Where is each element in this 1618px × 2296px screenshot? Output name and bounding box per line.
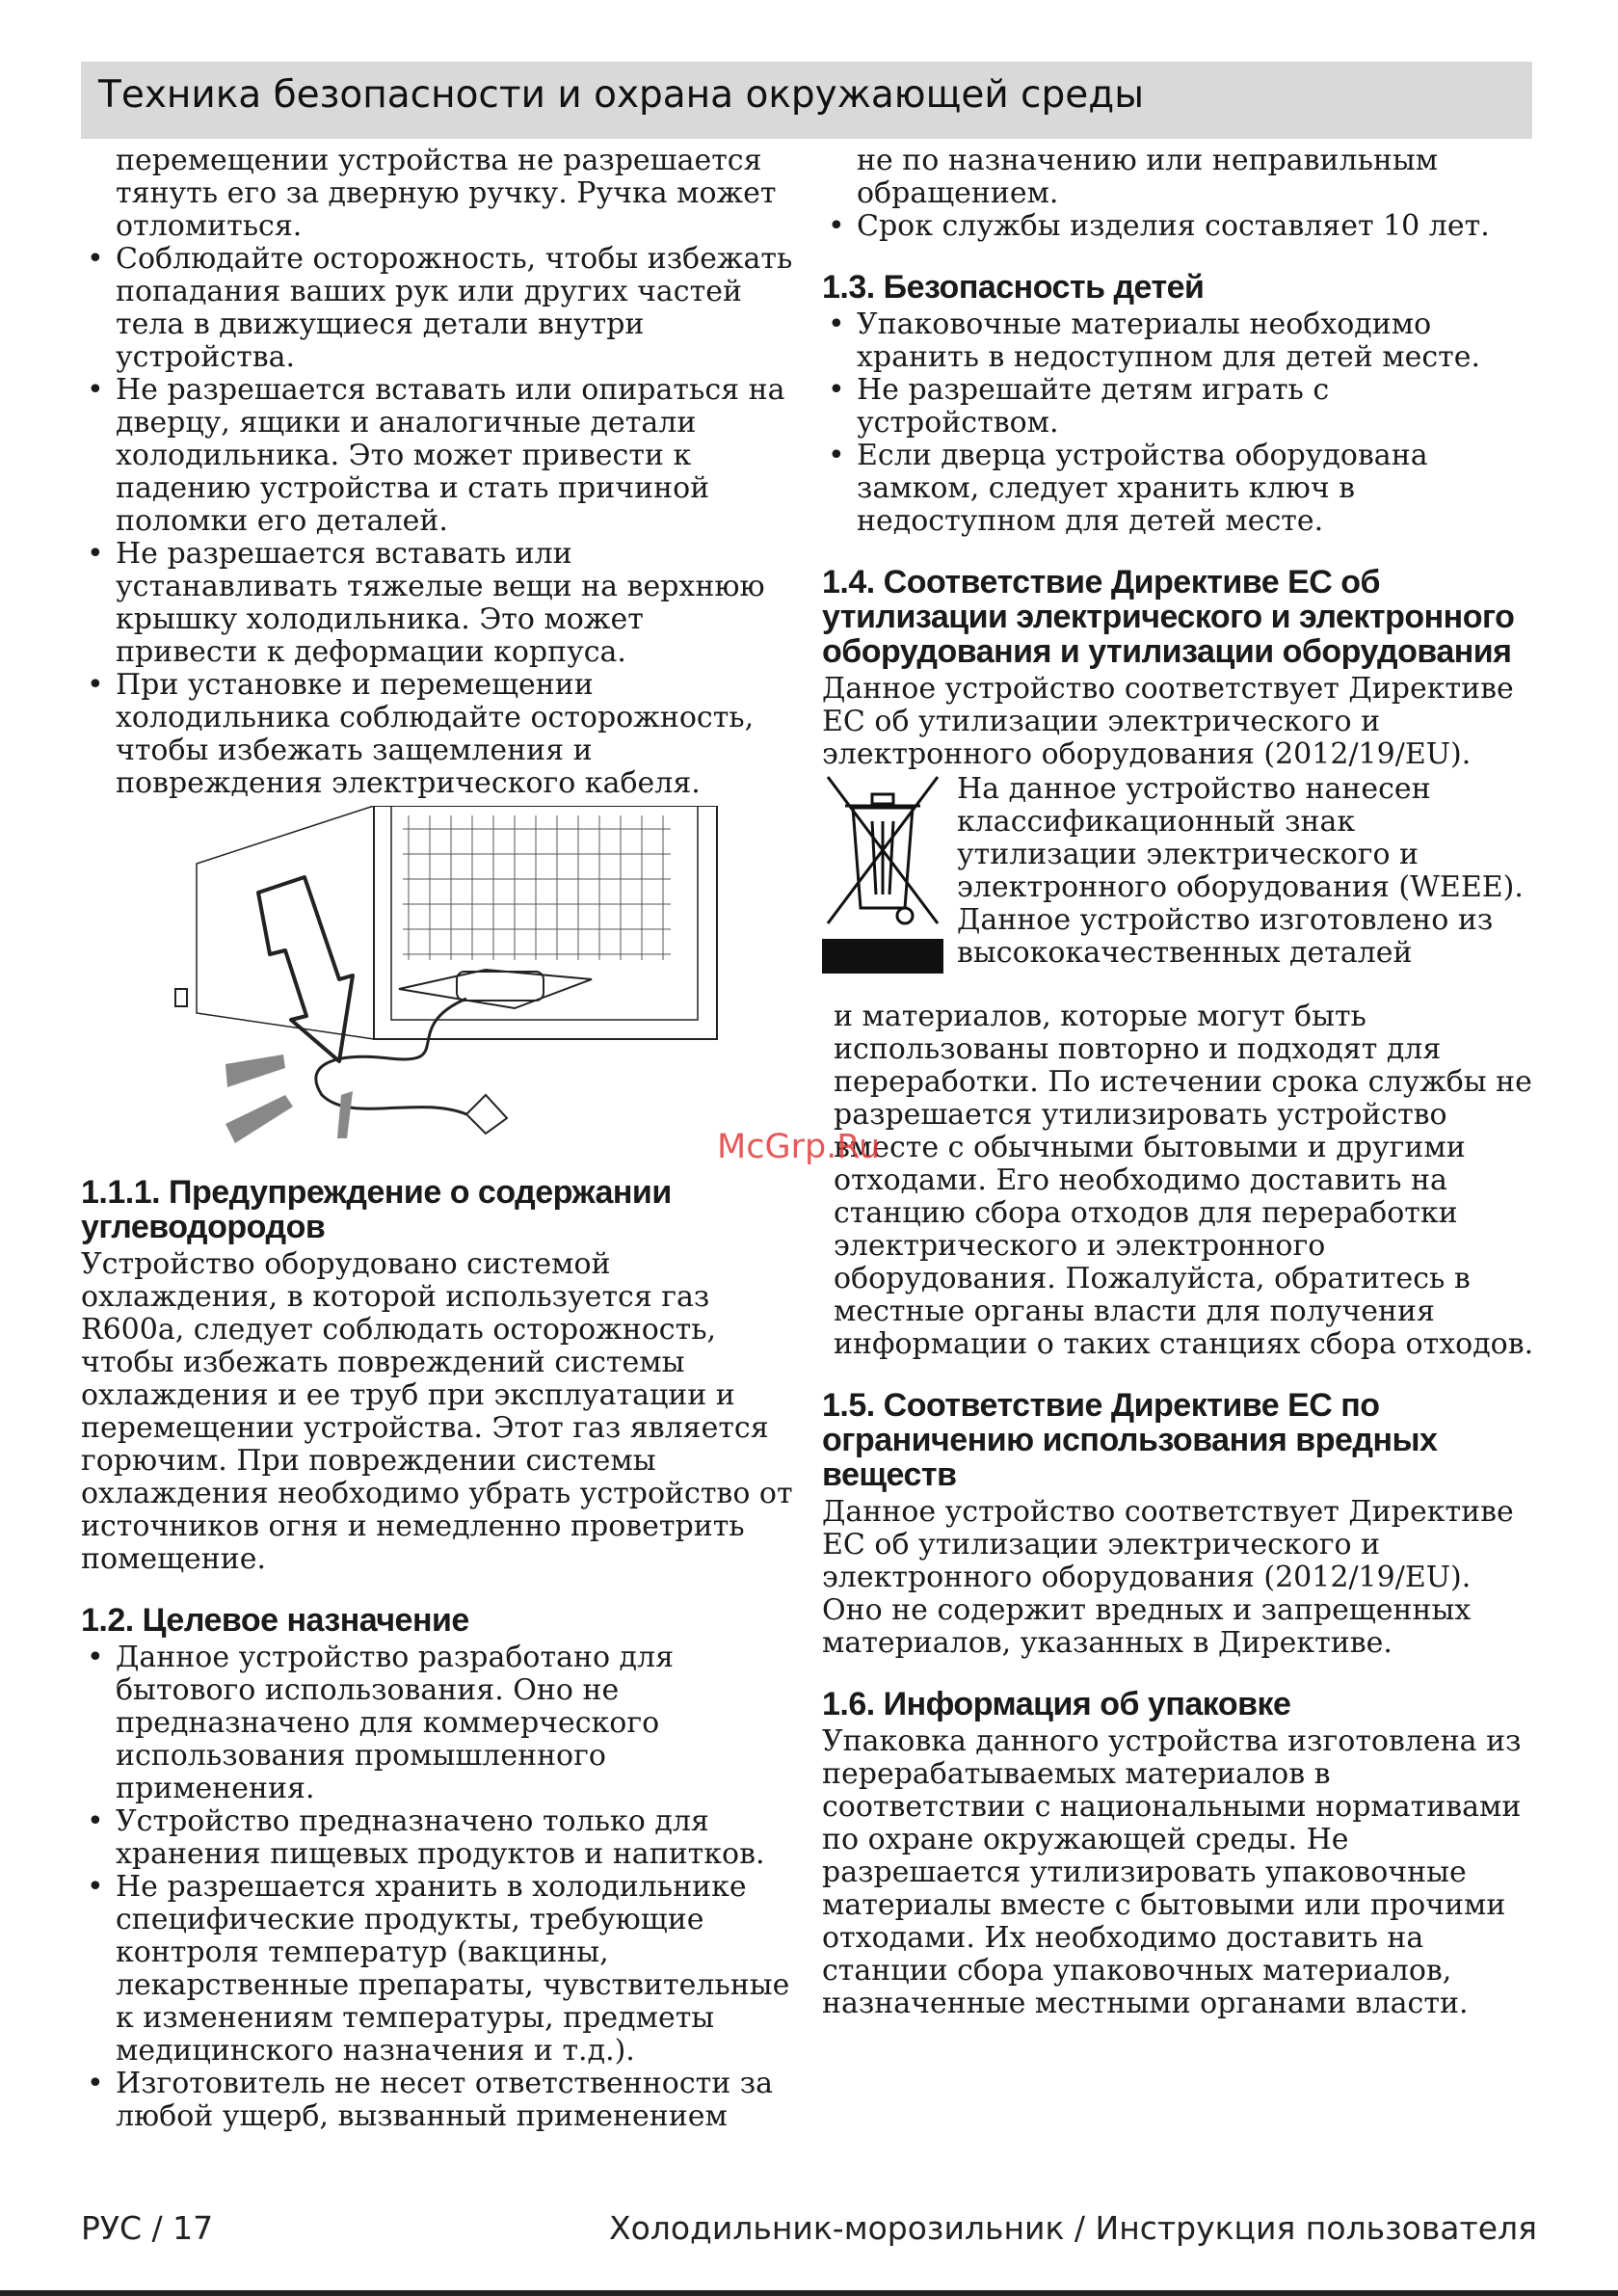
section-1-2-title: 1.2. Целевое назначение	[81, 1602, 469, 1639]
list-item: • Данное устройство разработано для бытового использования. Оно не предназначено для коммерческого использования промышленного применения.	[81, 1642, 794, 1805]
section-1-1-1-title: 1.1.1. Предупреждение о содержании углеводородов	[81, 1174, 672, 1245]
list-item: • Если дверца устройства оборудована замком, следует хранить ключ в недоступном для детей месте.	[822, 440, 1535, 538]
list-item: • Соблюдайте осторожность, чтобы избежать попадания ваших рук или других частей тела в движущиеся детали внутри устройства.	[81, 243, 794, 374]
list-item: • Упаковочные материалы необходимо хранить в недоступном для детей месте.	[822, 308, 1535, 374]
section-1-6-title: 1.6. Информация об упаковке	[822, 1686, 1291, 1722]
section-1-4-title: 1.4. Соответствие Директиве ЕС об утилизации электрического и электронного оборудования и утилизации оборудования	[822, 564, 1515, 670]
page-number: РУС / 17	[81, 2209, 214, 2247]
fridge-cable-icon	[81, 806, 794, 1148]
list-item: • При установке и перемещении холодильника соблюдайте осторожность, чтобы избежать защемления и повреждения электрического кабеля.	[81, 669, 794, 800]
list-item: • Не разрешайте детям играть с устройством.	[822, 374, 1535, 440]
list-item: • Не разрешается вставать или устанавливать тяжелые вещи на верхнюю крышку холодильника. Это может привести к деформации корпуса.	[81, 538, 794, 669]
bottom-rule	[0, 2290, 1618, 2296]
fridge-cable-illustration	[81, 806, 794, 1148]
section-1-6-text: Упаковка данного устройства изготовлена из перерабатываемых материалов в соответствии с национальными нормативами по охране окружающей среды. Не разрешается утилизировать упаковочные материалы вместе с бытовыми или прочими отходами. Их необходимо доставить на станции сбора упаковочных материалов, назначенные местными органами власти.	[822, 1724, 1522, 2020]
safety-list	[81, 243, 794, 800]
section-1-1-1-text: Устройство оборудовано системой охлаждения, в которой используется газ R600a, следует соблюдать осторожность, чтобы избежать повреждений системы охлаждения и ее труб при эксплуатации и перемещении устройства. Этот газ является горючим. При повреждении системы охлаждения необходимо убрать устройство от источников огня и немедленно проветрить помещение.	[81, 1247, 793, 1576]
page-title: Техника безопасности и охрана окружающей среды	[98, 73, 1145, 117]
header-bar	[81, 62, 1532, 139]
weee-text: На данное устройство нанесен классификационный знак утилизации электрического и электронного оборудования (WEEE). Данное устройство изготовлено из высококачественных деталей	[957, 772, 1524, 970]
right-column	[822, 145, 1535, 2020]
continued-text: не по назначению или неправильным обращением.	[857, 144, 1439, 210]
section-1-4-text: Данное устройство соответствует Директиве ЕС об утилизации электрического и электронного оборудования (2012/19/EU).	[822, 672, 1514, 771]
document-title: Холодильник-морозильник / Инструкция пользователя	[608, 2209, 1537, 2247]
list-item: • Не разрешается хранить в холодильнике специфические продукты, требующие контроля температур (вакцины, лекарственные препараты, чувствительные к изменениям температуры, предметы медицинского назначения и т.д.).	[81, 1871, 794, 2068]
watermark: McGrp.Ru	[717, 1128, 881, 1166]
section-1-5-title: 1.5. Соответствие Директиве ЕС по ограничению использования вредных веществ	[822, 1387, 1438, 1493]
lifetime-list	[822, 210, 1535, 243]
continued-text: перемещении устройства не разрешается тянуть его за дверную ручку. Ручка может отломиться.	[116, 144, 777, 243]
list-item: • Изготовитель не несет ответственности за любой ущерб, вызванный применением	[81, 2068, 794, 2133]
left-column	[81, 145, 794, 2133]
weee-block	[822, 773, 1535, 1001]
list-item: • Не разрешается вставать или опираться на дверцу, ящики и аналогичные детали холодильника. Это может привести к падению устройства и стать причиной поломки его деталей.	[81, 374, 794, 538]
purpose-list	[81, 1642, 794, 2133]
section-1-5-text: Данное устройство соответствует Директиве ЕС об утилизации электрического и электронного оборудования (2012/19/EU). Оно не содержит вредных и запрещенных материалов, указанных в Директиве.	[822, 1495, 1514, 1660]
section-1-3-title: 1.3. Безопасность детей	[822, 269, 1205, 306]
section-1-4-disposal-text: и материалов, которые могут быть использованы повторно и подходят для переработки. По истечении срока службы не разрешается утилизировать устройство вместе с обычными бытовыми и другими отходами. Его необходимо доставить на станцию сбора отходов для переработки электрического и электронного оборудования. Пожалуйста, обратитесь в местные органы власти для получения информации о таких станциях сбора отходов.	[834, 1000, 1534, 1361]
list-item: • Устройство предназначено только для хранения пищевых продуктов и напитков.	[81, 1805, 794, 1871]
child-safety-list	[822, 308, 1535, 538]
weee-bin-icon	[822, 773, 943, 1001]
list-item: • Срок службы изделия составляет 10 лет.	[822, 210, 1535, 243]
